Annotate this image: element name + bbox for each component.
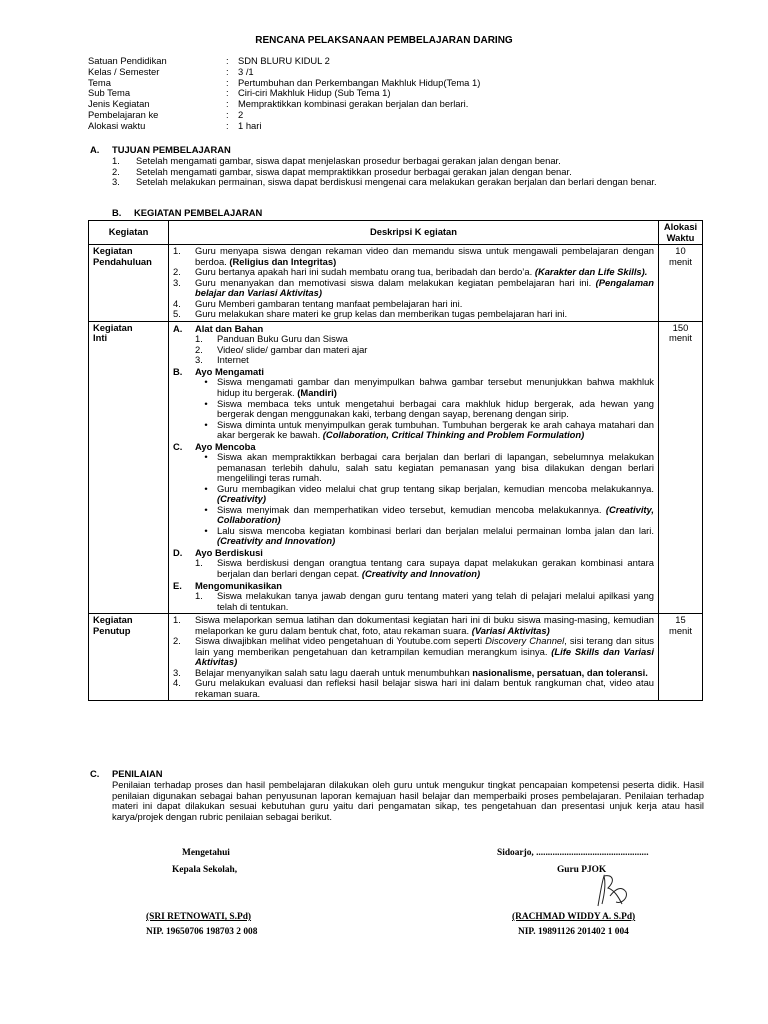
item-number: 3.	[195, 354, 203, 366]
list-item	[173, 278, 654, 299]
list-item	[173, 505, 654, 526]
list-item	[173, 558, 654, 579]
item-number: 3.	[173, 666, 181, 678]
table-header-row	[89, 221, 703, 245]
subsection-letter: C.	[173, 440, 183, 452]
objectives-list	[112, 156, 702, 188]
subsection-title: Ayo Berdiskusi	[195, 546, 263, 558]
info-colon: :	[226, 98, 229, 110]
info-value: Mempraktikkan kombinasi gerakan berjalan dan berlari.	[238, 98, 469, 110]
info-row	[88, 67, 480, 78]
subsection-title: Alat dan Bahan	[195, 322, 264, 334]
table-row-penutup	[89, 614, 703, 701]
item-text: Setelah melakukan permainan, siswa dapat berdiskusi mengenai cara melakukan gerakan berjalan dan berlari dengan benar.	[136, 176, 657, 188]
time-unit: menit	[669, 255, 692, 267]
sign-left-line2: Kepala Sekolah,	[172, 865, 238, 875]
item-italic: Discovery Channel	[485, 635, 565, 647]
item-tag: (Collaboration, Critical Thinking and Problem Formulation)	[322, 429, 585, 441]
activity-name-cell	[89, 245, 169, 322]
item-text: Internet	[217, 354, 249, 366]
list-item	[173, 246, 654, 267]
item-text: Siswa mengamati gambar dan menyimpulkan bahwa gambar tersebut menunjukkan bahwa makhluk hidup itu bergerak.	[217, 376, 654, 398]
item-number: 2.	[173, 635, 181, 647]
info-label: Pembelajaran ke	[88, 108, 159, 120]
section-title: PENILAIAN	[112, 768, 163, 779]
item-tag: (Creativity)	[217, 493, 266, 505]
activity-name: Kegiatan	[93, 321, 133, 333]
item-text: Video/ slide/ gambar dan materi ajar	[217, 343, 368, 355]
item-text: , sisi terang dan situs lain yang memberikan pengetahuan dan ketrampilan kemudian merangkum isinya.	[195, 635, 654, 657]
description-cell	[169, 614, 659, 701]
info-label: Jenis Kegiatan	[88, 98, 150, 110]
teacher-nip: NIP. 19891126 201402 1 004	[518, 927, 629, 937]
item-text: Siswa membaca teks untuk mengetahui berbagai cara makhluk hidup bergerak, ada hewan yang bergerak dengan menggunakan kaki, terbang dengan sayap, berenang dengan sirip.	[217, 397, 654, 420]
item-tag: (Mandiri)	[297, 386, 337, 398]
list-item	[173, 420, 654, 441]
item-text: Siswa akan mempraktikkan berbagai cara berjalan dan berlari di lapangan, sebelumnya melakukan pemanasan terlebih dahulu, salah satu kegiatan pemanasan yang bisa dilakukan dengan berlari mengelilingi teras rumah.	[217, 451, 654, 484]
table-row-pendahuluan	[89, 245, 703, 322]
item-tag: (Creativity, Collaboration)	[217, 503, 655, 526]
time-unit: menit	[669, 624, 692, 636]
info-value: Ciri-ciri Makhluk Hidup (Sub Tema 1)	[238, 87, 391, 99]
info-colon: :	[226, 65, 229, 77]
info-row	[88, 121, 480, 132]
item-text: Siswa berdiskusi dengan orangtua tentang cara supaya dapat melakukan gerakan kombinasi antara berjalan dan berlari dengan cepat.	[217, 557, 654, 579]
item-text: Panduan Buku Guru dan Siswa	[217, 333, 348, 345]
list-item	[173, 678, 654, 699]
time-cell	[659, 614, 703, 701]
info-value: 3 /1	[238, 65, 254, 77]
item-text: Guru melakukan share materi ke grup kelas dan memberikan tugas pembelajaran hari ini.	[195, 308, 568, 320]
info-colon: :	[226, 76, 229, 88]
item-text: Siswa melaporkan semua latihan dan dokumentasi kegiatan hari ini di buku siswa masing-masing, kemudian melaporkan ke guru dalam bentuk chat, foto, atau rekaman suara.	[195, 614, 654, 636]
activity-name-cell	[89, 614, 169, 701]
sign-right-line1: Sidoarjo, ................................................	[497, 848, 649, 858]
info-label: Kelas / Semester	[88, 65, 160, 77]
subsection-title: Ayo Mencoba	[195, 440, 256, 452]
list-item	[112, 156, 702, 167]
item-text: Lalu siswa mencoba kegiatan kombinasi berlari dan berjalan melalui permainan lomba jalan dan lari.	[217, 524, 654, 536]
description-cell	[169, 245, 659, 322]
list-item	[173, 591, 654, 612]
item-number: 1.	[112, 155, 120, 166]
info-value: SDN BLURU KIDUL 2	[238, 55, 330, 66]
subsection-letter: D.	[173, 546, 183, 558]
item-number: 1.	[195, 333, 203, 345]
list-item	[173, 309, 654, 320]
subsection-title: Ayo Mengamati	[195, 365, 264, 377]
time-cell	[659, 321, 703, 613]
activity-name-cell	[89, 321, 169, 613]
list-item	[173, 615, 654, 636]
bullet-icon: •	[204, 451, 208, 463]
item-number: 4.	[173, 677, 181, 689]
column-header-alokasi: Alokasi Waktu	[659, 221, 703, 245]
activity-table	[88, 220, 703, 701]
teacher-name: (RACHMAD WIDDY A. S.Pd)	[512, 912, 636, 922]
item-text: Siswa menyimak dan memperhatikan video tersebut, kemudian mencoba melakukannya.	[217, 503, 602, 515]
signature-mark-icon	[592, 870, 632, 912]
item-text: Siswa diwajibkan melihat video pengetahuan di Youtube.com seperti	[195, 635, 483, 647]
info-colon: :	[226, 87, 229, 99]
info-value: Pertumbuhan dan Perkembangan Makhluk Hidup(Tema 1)	[238, 76, 481, 88]
time-value: 150	[672, 321, 689, 333]
section-a-heading	[90, 145, 231, 156]
sign-right-line2: Guru PJOK	[557, 865, 607, 875]
table-row-inti	[89, 321, 703, 613]
item-number: 1.	[195, 590, 203, 602]
list-item	[173, 355, 654, 366]
item-text: Setelah mengamati gambar, siswa dapat menjelaskan prosedur berbagai gerakan jalan dengan benar.	[136, 155, 561, 166]
time-value: 15	[675, 614, 686, 626]
item-tag: nasionalisme, persatuan, dan toleransi.	[472, 666, 648, 678]
section-letter: C.	[90, 768, 100, 779]
bullet-icon: •	[204, 418, 208, 430]
item-text: Setelah mengamati gambar, siswa dapat mempraktikkan prosedur berbagai gerakan jalan dengan benar.	[136, 165, 572, 177]
info-label: Alokasi waktu	[88, 119, 146, 131]
bullet-icon: •	[204, 503, 208, 515]
item-text: Guru Memberi gambaran tentang manfaat pembelajaran hari ini.	[195, 297, 463, 309]
assessment-paragraph: Penilaian terhadap proses dan hasil pembelajaran dilakukan oleh guru untuk mengukur tingkat pencapaian kompetensi peserta didik. Hasil penilaian digunakan sebagai bahan penyusunan laporan kemajuan hasil belajar dan memperbaiki proses pembelajaran. Penilaian terhadap materi ini dapat dilakukan sesuai kebutuhan guru yaitu dari pengamatan sikap, tes pengetahuan dan presentasi unjuk kerja atau hasil karya/projek dengan rubric penilaian sebagai berikut.	[112, 779, 704, 822]
bullet-icon: •	[204, 376, 208, 388]
document-title: RENCANA PELAKSANAAN PEMBELAJARAN DARING	[255, 35, 513, 46]
info-value: 2	[238, 108, 244, 120]
description-cell	[169, 321, 659, 613]
item-text: Guru membagikan video melalui chat grup tentang sikap berjalan, kemudian mencoba melakukannya.	[217, 482, 654, 494]
item-tag: (Karakter dan Life Skills).	[534, 266, 648, 278]
item-text: Guru bertanya apakah hari ini sudah membatu orang tua, beribadah dan berdo’a.	[195, 266, 533, 278]
info-colon: :	[226, 55, 229, 66]
info-value: 1 hari	[238, 119, 262, 131]
item-text: Belajar menyanyikan salah satu lagu daerah untuk menumbuhkan	[195, 666, 470, 678]
info-label: Sub Tema	[88, 87, 131, 99]
item-number: 2.	[195, 343, 203, 355]
list-item	[173, 484, 654, 505]
time-cell	[659, 245, 703, 322]
item-text: Guru menyapa siswa dengan rekaman video dan memandu siswa untuk mengawali pembelajaran dengan berdoa.	[195, 245, 654, 267]
item-tag: (Life Skills dan Variasi Aktivitas)	[195, 645, 655, 668]
list-item	[112, 177, 702, 188]
time-unit: menit	[669, 332, 692, 344]
activity-name: Kegiatan	[93, 614, 133, 626]
item-number: 1.	[173, 245, 181, 257]
item-number: 4.	[173, 297, 181, 309]
column-header-kegiatan: Kegiatan	[89, 221, 169, 245]
info-label: Satuan Pendidikan	[88, 55, 167, 66]
list-item	[173, 526, 654, 547]
section-letter: A.	[90, 144, 100, 155]
item-number: 3.	[173, 276, 181, 288]
section-letter: B.	[112, 207, 122, 218]
item-tag: (Creativity and Innovation)	[361, 568, 481, 579]
item-number: 5.	[173, 308, 181, 320]
info-label: Tema	[88, 76, 111, 88]
item-number: 2.	[112, 165, 120, 177]
activity-name: Penutup	[93, 624, 131, 636]
info-colon: :	[226, 119, 229, 131]
section-b-heading	[112, 208, 262, 219]
list-item	[173, 377, 654, 398]
activity-name: Kegiatan	[93, 245, 133, 257]
list-item	[173, 399, 654, 420]
sign-left-line1: Mengetahui	[182, 848, 230, 858]
list-item	[173, 452, 654, 484]
item-tag: (Variasi Aktivitas)	[471, 624, 550, 636]
info-colon: :	[226, 108, 229, 120]
item-text: Siswa diminta untuk menyimpulkan gerak tumbuhan. Tumbuhan bergerak ke arah cahaya matahari dan akar bergerak ke bawah.	[217, 418, 654, 441]
subsection-letter: B.	[173, 365, 183, 377]
section-title: KEGIATAN PEMBELAJARAN	[134, 207, 263, 218]
bullet-icon: •	[204, 524, 208, 536]
headmaster-nip: NIP. 19650706 198703 2 008	[146, 927, 258, 937]
item-text: Guru menanyakan dan memotivasi siswa dalam melakukan kegiatan pembelajaran hari ini.	[195, 276, 592, 288]
subsection-letter: A.	[173, 322, 183, 334]
item-tag: (Religius dan Integritas)	[229, 255, 337, 267]
section-c-heading	[90, 769, 163, 780]
subsection-letter: E.	[173, 579, 182, 591]
activity-name: Inti	[93, 332, 108, 344]
list-item	[173, 636, 654, 668]
item-text: Siswa melakukan tanya jawab dengan guru tentang materi yang telah di pelajari melalui apilkasi yang telah di tentukan.	[217, 590, 654, 612]
item-number: 1.	[173, 614, 181, 626]
item-number: 2.	[173, 266, 181, 278]
identity-block	[88, 56, 480, 132]
item-number: 1.	[195, 557, 203, 569]
item-text: Guru melakukan evaluasi dan refleksi hasil belajar siswa hari ini dalam bentuk rangkuman chat, video atau rekaman suara.	[195, 677, 654, 699]
column-header-deskripsi: Deskripsi K egiatan	[169, 221, 659, 245]
item-tag: (Creativity and Innovation)	[217, 535, 336, 547]
bullet-icon: •	[204, 482, 208, 494]
time-value: 10	[675, 245, 686, 257]
headmaster-name: (SRI RETNOWATI, S.Pd)	[146, 912, 252, 922]
subsection-title: Mengomunikasikan	[195, 579, 282, 591]
activity-name: Pendahuluan	[93, 255, 152, 267]
item-tag: (Pengalaman belajar dan Variasi Aktivitas)	[195, 276, 654, 299]
info-row	[88, 110, 480, 121]
section-title: TUJUAN PEMBELAJARAN	[112, 144, 231, 155]
item-number: 3.	[112, 176, 120, 188]
bullet-icon: •	[204, 397, 208, 409]
